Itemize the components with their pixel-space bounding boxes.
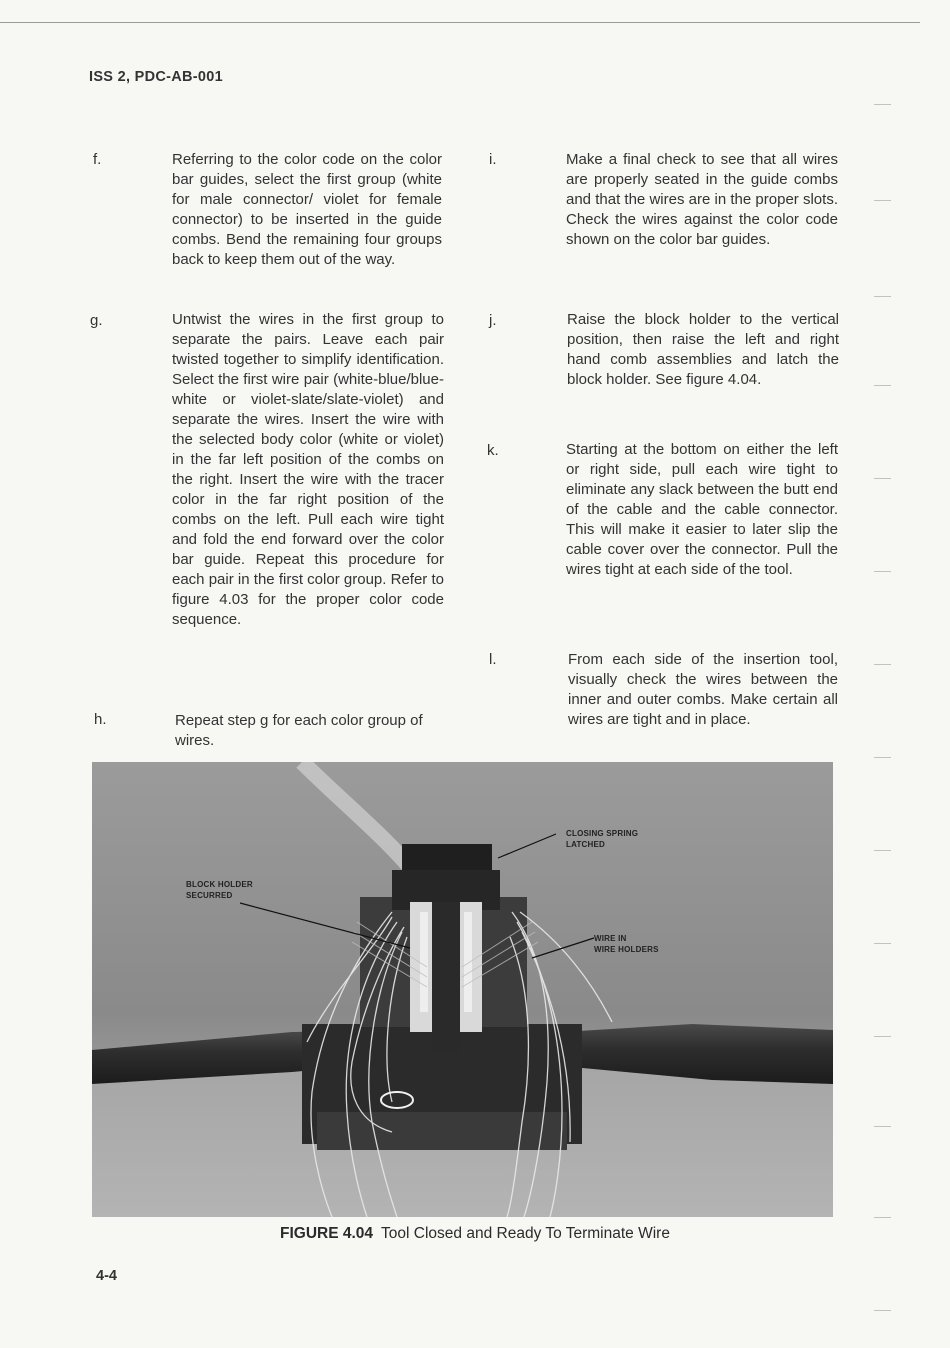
step-i-letter: i. <box>489 151 497 168</box>
step-g-letter: g. <box>90 312 103 329</box>
callout-wire-in-holders <box>594 933 659 955</box>
step-l-letter: l. <box>489 651 497 668</box>
step-j-text: Raise the block holder to the vertical position, then raise the left and right hand comb assemblies and latch the block holder. See figure 4.04. <box>567 311 839 388</box>
figure-caption-text: Tool Closed and Ready To Terminate Wire <box>381 1225 670 1242</box>
callout-wire-in-holders-line1: WIRE IN <box>594 934 627 943</box>
step-k-text: Starting at the bottom on either the left or right side, pull each wire tight to eliminate any slack between the butt end of the cable and the cable connector. This will make it easier to later slip the cable cover over the connector. Pull the wires tight at each side of the tool. <box>566 441 838 578</box>
step-j-letter: j. <box>489 312 497 329</box>
top-rule <box>0 22 920 23</box>
margin-mark <box>874 571 891 572</box>
callout-closing-spring <box>566 828 638 850</box>
margin-mark <box>874 664 891 665</box>
step-k-letter: k. <box>487 442 499 459</box>
tool-photograph-drawing <box>92 762 833 1217</box>
margin-mark <box>874 296 891 297</box>
tool-photograph <box>92 762 833 1217</box>
step-f-text: Referring to the color code on the color bar guides, select the first group (white for male connector/ violet for female connector) to be inserted in the guide combs. Bend the remaining four groups back to keep them out of the way. <box>172 151 442 268</box>
page-number: 4-4 <box>96 1268 117 1284</box>
callout-block-holder <box>186 879 253 901</box>
margin-mark <box>874 478 891 479</box>
step-g-text: Untwist the wires in the first group to separate the pairs. Leave each pair twisted together to simplify identification. Select the first wire pair (white-blue/blue-white or violet-slate/slate-violet) and separate the wires. Insert the wire with the selected body color (white or violet) in the far left position of the combs on the right. Insert the wire with the tracer color in the far right position of the combs on the left. Pull each wire tight and fold the end forward over the color bar guide. Repeat this procedure for each pair in the first color group. Refer to figure 4.03 for the proper color code sequence. <box>172 311 444 628</box>
callout-block-holder-line2: SECURRED <box>186 891 233 900</box>
margin-mark <box>874 757 891 758</box>
margin-mark <box>874 850 891 851</box>
margin-mark <box>874 1036 891 1037</box>
step-l-text: From each side of the insertion tool, visually check the wires between the inner and outer combs. Make certain all wires are tight and in place. <box>568 651 838 728</box>
document-id-header: ISS 2, PDC-AB-001 <box>89 69 224 85</box>
margin-mark <box>874 943 891 944</box>
callout-wire-in-holders-line2: WIRE HOLDERS <box>594 945 659 954</box>
callout-block-holder-line1: BLOCK HOLDER <box>186 880 253 889</box>
margin-mark <box>874 1217 891 1218</box>
callout-closing-spring-line1: CLOSING SPRING <box>566 829 639 838</box>
margin-mark <box>874 200 891 201</box>
step-h-text: Repeat step g for each color group of wires. <box>175 712 423 749</box>
margin-mark <box>874 1310 891 1311</box>
step-f-letter: f. <box>93 151 102 168</box>
margin-mark <box>874 1126 891 1127</box>
step-i-text: Make a final check to see that all wires are properly seated in the guide combs and that the wires are in the proper slots. Check the wires against the color code shown on the color bar guides. <box>566 151 838 248</box>
callout-closing-spring-line2: LATCHED <box>566 840 606 849</box>
figure-caption <box>0 1225 950 1243</box>
margin-mark <box>874 385 891 386</box>
margin-mark <box>874 104 891 105</box>
figure-caption-number: FIGURE 4.04 <box>280 1225 374 1242</box>
step-h-letter: h. <box>94 711 107 728</box>
